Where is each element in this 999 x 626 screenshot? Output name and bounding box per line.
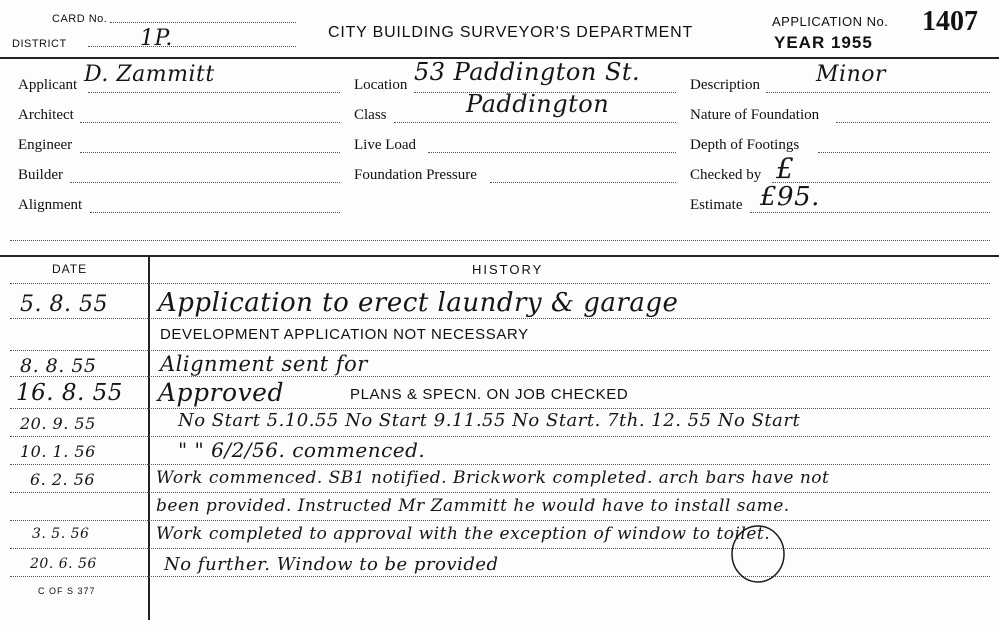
history-date: 10. 1. 56 [20,442,96,461]
history-stamp: DEVELOPMENT APPLICATION NOT NECESSARY [160,326,529,343]
engineer-label: Engineer [18,137,73,153]
description-value: Minor [816,62,886,87]
class-value: Paddington [466,90,610,118]
checked-by-label: Checked by [690,167,762,183]
date-header: DATE [52,262,88,276]
district-label: DISTRICT [12,38,67,50]
builder-label: Builder [18,167,63,183]
history-entry: Alignment sent for [160,352,368,376]
description-label: Description [690,77,760,93]
history-entry: Approved [158,378,284,407]
district-value: 1P. [140,26,173,51]
department-title: CITY BUILDING SURVEYOR'S DEPARTMENT [328,24,694,41]
history-entry: been provided. Instructed Mr Zammitt he would have to install same. [156,496,790,516]
history-stamp: PLANS & SPECN. ON JOB CHECKED [350,386,629,403]
ink-circle [726,520,796,590]
history-entry: No further. Window to be provided [164,554,499,575]
history-entry: " " 6/2/56. commenced. [178,438,426,462]
history-header: HISTORY [472,262,544,277]
history-date: 20. 9. 55 [20,414,96,433]
alignment-label: Alignment [18,197,83,213]
location-value: 53 Paddington St. [414,58,641,86]
location-label: Location [354,77,408,93]
history-date: 6. 2. 56 [30,470,96,489]
application-no: 1407 [922,6,978,37]
card-no-label: CARD No. [52,13,108,25]
history-date: 5. 8. 55 [20,292,108,317]
history-entry: No Start 5.10.55 No Start 9.11.55 No Start. 7th. 12. 55 No Start [178,410,801,431]
history-date: 8. 8. 55 [20,355,97,377]
foundation-pressure-label: Foundation Pressure [354,167,477,183]
live-load-label: Live Load [354,137,417,153]
year: YEAR 1955 [774,33,873,52]
history-entry: Work commenced. SB1 notified. Brickwork completed. arch bars have not [156,468,830,488]
application-no-label: APPLICATION No. [772,14,889,29]
depth-of-footings-label: Depth of Footings [690,137,800,153]
estimate-label: Estimate [690,197,743,213]
history-date: 3. 5. 56 [32,526,90,542]
class-label: Class [354,107,387,123]
form-code: C OF S 377 [38,586,96,596]
architect-label: Architect [18,107,74,123]
history-date: 16. 8. 55 [16,380,123,406]
history-entry: Work completed to approval with the exception of window to toilet. [156,524,771,544]
applicant-label: Applicant [18,77,78,93]
nature-of-foundation-label: Nature of Foundation [690,107,820,123]
applicant-value: D. Zammitt [84,62,215,87]
estimate-value: £95. [760,182,820,212]
checked-by-value: £ [776,152,795,185]
history-date: 20. 6. 56 [30,556,97,572]
history-entry: Application to erect laundry & garage [158,288,679,318]
